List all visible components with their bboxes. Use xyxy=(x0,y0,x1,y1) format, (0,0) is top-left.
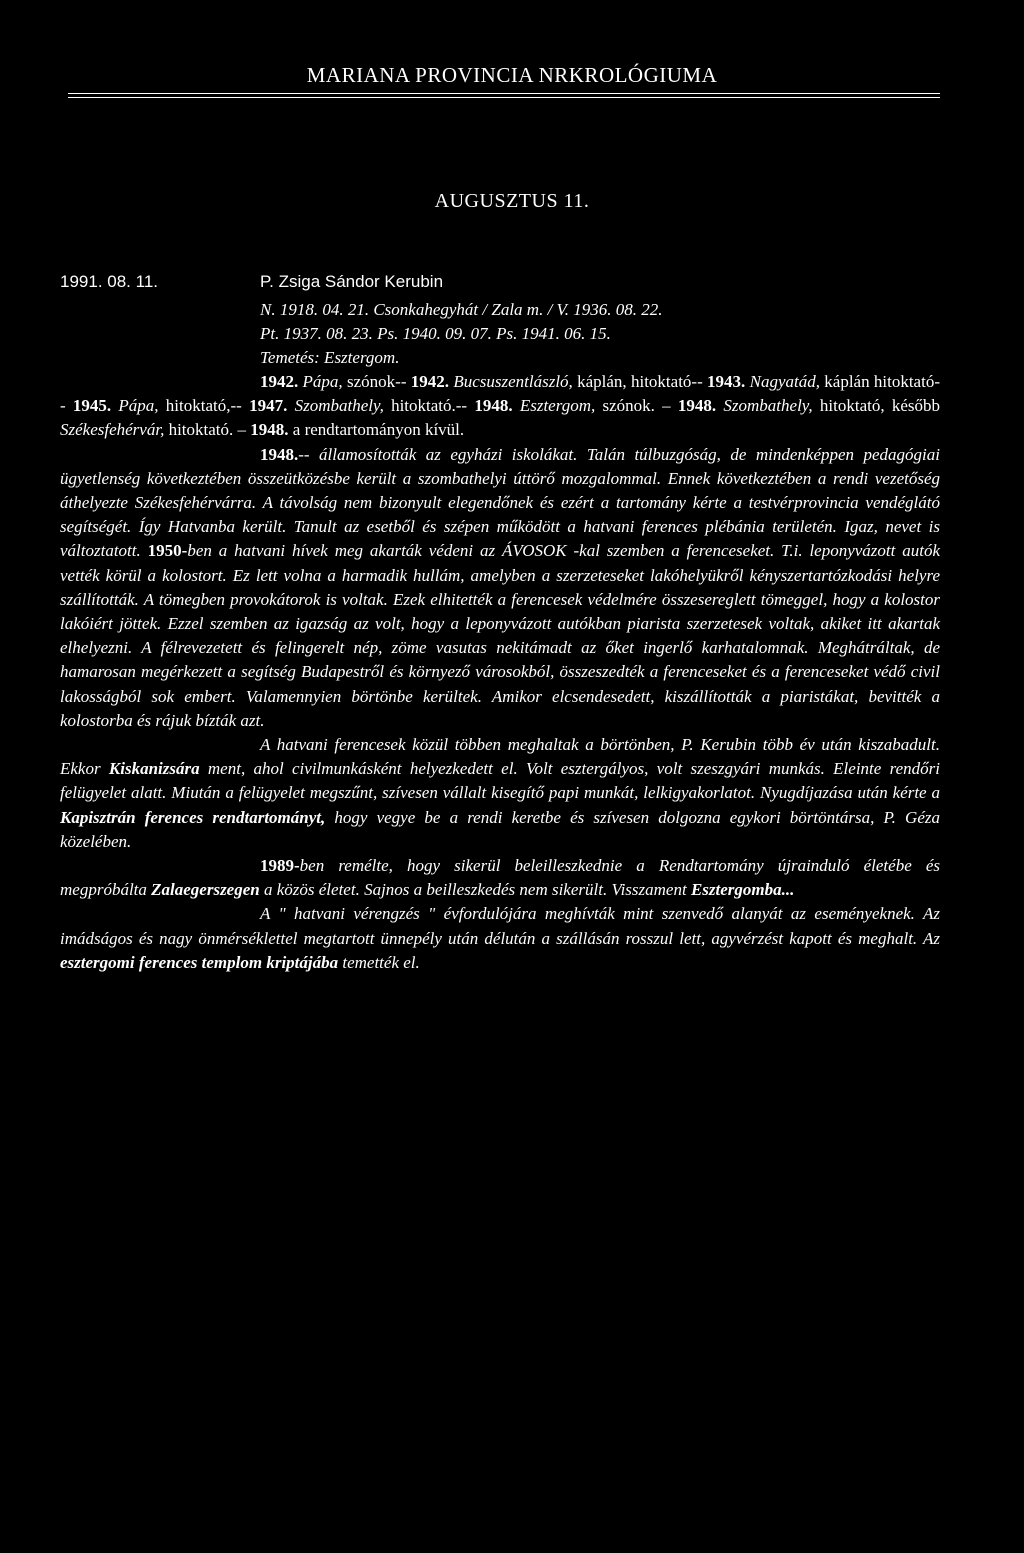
career-place: Székesfehérvár, xyxy=(60,420,165,440)
career-year: 1947. xyxy=(249,396,288,416)
history-year: 1948. xyxy=(260,444,299,464)
career-paragraph xyxy=(60,370,940,443)
career-role: hitoktató,-- xyxy=(158,396,250,416)
history-text: ben remélte, hogy sikerül beleilleszkednie a Rendtartomány újrainduló életébe és megpróbálta xyxy=(60,856,940,900)
history-paragraph-4 xyxy=(60,902,940,975)
career-role: hitoktató.-- xyxy=(383,396,475,416)
career-year: 1948. xyxy=(677,396,717,416)
entry-burial-info: Temetés: Esztergom. xyxy=(260,348,400,367)
history-paragraph-3 xyxy=(60,854,940,902)
history-order: Kapisztrán ferences rendtartományt, xyxy=(60,807,326,827)
history-text: A " hatvani vérengzés " évfordulójára meghívták mint szenvedő alanyát az eseményeknek. Az imádságos és nagy önmérséklettel megtartott ünnepély után délután a szállásán rosszul lett, agyvérzést kapott és meghalt. Az xyxy=(60,904,940,948)
history-text: ment, ahol civilmunkásként helyezkedett el. Volt esztergályos, volt szeszgyári munkás. Eleinte rendőri felügyelet alatt. Miután a felügyelet megszűnt, szívesen vállalt kisegítő papi munkát, lelkigyakorlatot. Nyugdíjazása után kérte a xyxy=(60,759,940,803)
career-year: 1945. xyxy=(72,396,112,416)
career-year: 1942. xyxy=(410,372,450,391)
career-year: 1948. xyxy=(250,420,289,440)
career-place: Pápa, xyxy=(298,372,343,391)
career-role: káplán, hitoktató-- xyxy=(572,372,708,391)
career-place: Nagyatád, xyxy=(745,372,820,391)
entry-date: 1991. 08. 11. xyxy=(60,272,158,291)
history-year: 1989- xyxy=(260,856,300,876)
body-text xyxy=(60,370,940,975)
history-paragraph-1 xyxy=(60,443,940,733)
career-role: szónok. – xyxy=(595,396,678,416)
career-role: káplán hitoktató-- xyxy=(60,372,940,416)
career-place: Bucsuszentlászló, xyxy=(449,372,573,391)
history-text: A hatvani ferencesek közül többen meghaltak a börtönben, P. Kerubin több év után kiszabadult. Ekkor xyxy=(60,735,940,779)
career-year: 1943. xyxy=(707,372,746,391)
history-text: -- államosították az egyházi iskolákat. Talán túlbuzgóság, de mindenképpen pedagógiai ügyetlenség következtében összeütközésbe került a szombathelyi úttörő mozgalommal. Ennek következtében a rendi vezetőség áthelyezte Székesfehérvárra. A távolság nem bizonyult elegendőnek és ezért a tartomány kérte a testvérprovincia vendéglátó segítségét. Így Hatvanba került. Tanult az esetből és szépen működött a hatvani ferences plébánia területén. Igaz, nevet is változtatott. xyxy=(60,444,940,561)
career-place: Esztergom, xyxy=(512,396,596,416)
career-place: Szombathely, xyxy=(716,396,813,416)
history-year: 1950- xyxy=(147,541,188,561)
header-title: MARIANA PROVINCIA NRKROLÓGIUMA xyxy=(306,63,718,87)
career-place: Pápa, xyxy=(111,396,159,416)
history-place: esztergomi ferences templom kriptájába xyxy=(60,952,339,972)
entry-vows-info: Pt. 1937. 08. 23. Ps. 1940. 09. 07. Ps. 1941. 06. 15. xyxy=(260,324,611,343)
entry-name: P. Zsiga Sándor Kerubin xyxy=(260,272,444,291)
career-role: a rendtartományon kívül. xyxy=(288,420,465,440)
history-place: Zalaegerszegen xyxy=(151,880,260,900)
history-place: Esztergomba... xyxy=(690,880,795,900)
career-role: hitoktató. – xyxy=(164,420,251,440)
history-text: hogy vegye be a rendi keretbe és szívesen dolgozna egykori börtöntársa, P. Géza közelében. xyxy=(60,807,940,851)
history-paragraph-2 xyxy=(60,733,940,854)
history-text: a közös életet. Sajnos a beilleszkedés nem sikerült. Visszament xyxy=(259,880,691,900)
history-text: ben a hatvani hívek meg akarták védeni az ÁVOSOK -kal szemben a ferenceseket. T.i. leponyvázott autók vették körül a kolostort. Ez lett volna a harmadik hullám, amelyben a szerzeteseket lakóhelyükről kényszertartózkodási helyre szállították. A tömegben provokátorok is voltak. Ezek elhitették a ferencesek védelmére összesereglett tömeggel, hogy a kolostor lakóiért jöttek. Ezzel szemben az igazság az volt, hogy a leponyvázott autókban piarista szerzetesek voltak, akiket itt akartak elhelyezni. A félrevezetett és felingerelt nép, zöme vasutas nekitámadt az őket ingerlő karhatalomnak. Meghátráltak, de hamarosan megérkezett a segítség Budapestről és környező városokból, összeszedték a ferenceseket és a ferenceseket védő civil lakosságból sok embert. Valamennyien börtönbe kerültek. Amikor elcsendesedett, kiszállították a piaristákat, bevitték a kolostorba és rájuk bízták azt. xyxy=(60,541,941,730)
career-role: szónok-- xyxy=(342,372,411,391)
history-text: temették el. xyxy=(338,952,420,972)
career-year: 1948. xyxy=(474,396,513,416)
career-role: hitoktató, később xyxy=(812,396,941,416)
header-double-rule xyxy=(68,93,940,98)
career-place: Szombathely, xyxy=(287,396,384,416)
entry-birth-info: N. 1918. 04. 21. Csonkahegyhát / Zala m. / V. 1936. 08. 22. xyxy=(260,300,663,319)
career-year: 1942. xyxy=(260,372,299,391)
date-heading: AUGUSZTUS 11. xyxy=(434,190,590,212)
history-place: Kiskanizsára xyxy=(108,759,200,779)
